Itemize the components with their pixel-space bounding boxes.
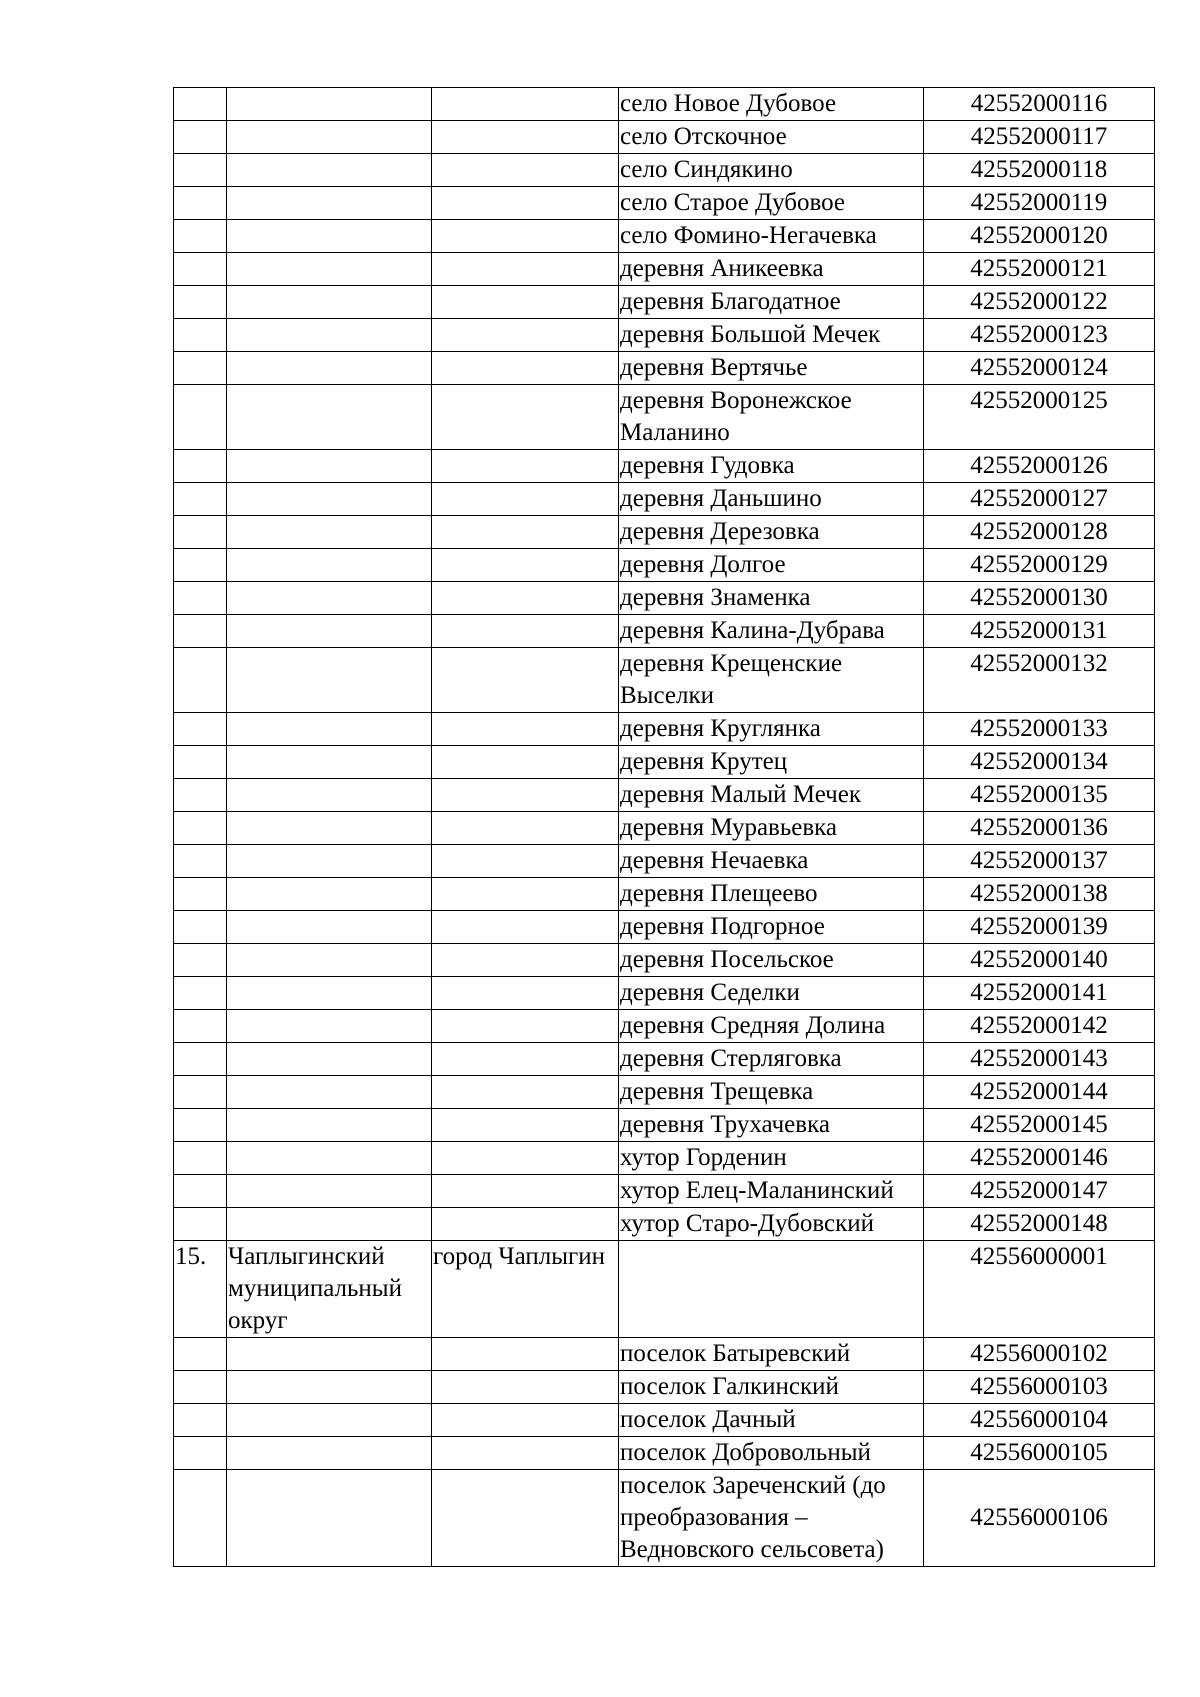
code-cell: 42552000145 (924, 1109, 1155, 1142)
table-row (174, 319, 1155, 352)
row-number-cell (174, 1470, 227, 1567)
center-cell (432, 713, 619, 746)
row-number-cell (174, 1076, 227, 1109)
code-cell: 42552000135 (924, 779, 1155, 812)
row-number-cell (174, 1338, 227, 1371)
center-cell (432, 911, 619, 944)
center-cell (432, 1076, 619, 1109)
table-row (174, 812, 1155, 845)
center-cell (432, 88, 619, 121)
code-cell: 42552000130 (924, 582, 1155, 615)
code-cell: 42552000132 (924, 648, 1155, 713)
district-cell (227, 582, 432, 615)
center-cell (432, 483, 619, 516)
district-cell (227, 483, 432, 516)
settlement-cell: деревня Посельское (619, 944, 924, 977)
row-number-cell (174, 1109, 227, 1142)
center-cell (432, 1371, 619, 1404)
table-row (174, 121, 1155, 154)
district-cell (227, 1371, 432, 1404)
table-row (174, 878, 1155, 911)
table-row (174, 779, 1155, 812)
table-row (174, 1142, 1155, 1175)
row-number-cell (174, 1371, 227, 1404)
center-cell (432, 1338, 619, 1371)
center-cell (432, 615, 619, 648)
code-cell: 42552000140 (924, 944, 1155, 977)
row-number-cell (174, 385, 227, 450)
district-cell (227, 88, 432, 121)
code-cell: 42552000134 (924, 746, 1155, 779)
settlement-cell: деревня Трещевка (619, 1076, 924, 1109)
table-row (174, 1404, 1155, 1437)
district-cell (227, 1043, 432, 1076)
center-cell (432, 1109, 619, 1142)
table-row (174, 220, 1155, 253)
center-cell (432, 187, 619, 220)
code-cell: 42552000124 (924, 352, 1155, 385)
row-number-cell (174, 187, 227, 220)
table-row (174, 1010, 1155, 1043)
row-number-cell (174, 121, 227, 154)
center-cell (432, 1208, 619, 1241)
settlement-cell: село Синдякино (619, 154, 924, 187)
center-cell (432, 582, 619, 615)
center-cell (432, 549, 619, 582)
district-cell (227, 450, 432, 483)
row-number-cell (174, 1142, 227, 1175)
table-row (174, 88, 1155, 121)
settlement-cell: деревня Малый Мечек (619, 779, 924, 812)
settlements-table (173, 87, 1155, 1567)
district-cell (227, 779, 432, 812)
code-cell: 42552000118 (924, 154, 1155, 187)
table-row (174, 286, 1155, 319)
table-row (174, 1338, 1155, 1371)
code-cell: 42556000102 (924, 1338, 1155, 1371)
district-cell (227, 121, 432, 154)
settlement-cell: деревня Седелки (619, 977, 924, 1010)
row-number-cell (174, 1175, 227, 1208)
district-cell (227, 878, 432, 911)
center-cell (432, 1470, 619, 1567)
row-number-cell (174, 878, 227, 911)
settlement-cell: поселок Зареченский (до преобразования – Ведновского сельсовета) (619, 1470, 924, 1567)
settlement-cell: деревня Крещенские Выселки (619, 648, 924, 713)
district-cell (227, 286, 432, 319)
center-cell (432, 1043, 619, 1076)
center-cell (432, 1142, 619, 1175)
row-number-cell (174, 319, 227, 352)
row-number-cell (174, 88, 227, 121)
row-number-cell (174, 154, 227, 187)
row-number-cell (174, 1010, 227, 1043)
center-cell (432, 878, 619, 911)
settlement-cell: деревня Аникеевка (619, 253, 924, 286)
district-cell (227, 1470, 432, 1567)
district-cell (227, 845, 432, 878)
district-cell (227, 154, 432, 187)
district-cell (227, 713, 432, 746)
table-row (174, 944, 1155, 977)
row-number-cell (174, 911, 227, 944)
code-cell: 42552000128 (924, 516, 1155, 549)
district-cell (227, 1208, 432, 1241)
district-cell (227, 615, 432, 648)
row-number-cell (174, 1404, 227, 1437)
settlement-cell: деревня Воронежское Маланино (619, 385, 924, 450)
row-number-cell (174, 352, 227, 385)
district-cell (227, 385, 432, 450)
code-cell: 42552000148 (924, 1208, 1155, 1241)
code-cell: 42552000119 (924, 187, 1155, 220)
center-cell (432, 1404, 619, 1437)
table-row (174, 977, 1155, 1010)
table-row (174, 1437, 1155, 1470)
district-cell (227, 319, 432, 352)
center-cell (432, 450, 619, 483)
row-number-cell: 15. (174, 1241, 227, 1338)
district-cell (227, 1109, 432, 1142)
settlement-cell: хутор Горденин (619, 1142, 924, 1175)
row-number-cell (174, 812, 227, 845)
settlement-cell: деревня Даньшино (619, 483, 924, 516)
settlement-cell: деревня Нечаевка (619, 845, 924, 878)
settlement-cell: село Старое Дубовое (619, 187, 924, 220)
district-cell (227, 746, 432, 779)
table-row (174, 450, 1155, 483)
code-cell: 42552000117 (924, 121, 1155, 154)
settlement-cell: село Фомино-Негачевка (619, 220, 924, 253)
row-number-cell (174, 779, 227, 812)
district-cell (227, 977, 432, 1010)
settlement-cell: деревня Вертячье (619, 352, 924, 385)
table-row (174, 713, 1155, 746)
table-row (174, 845, 1155, 878)
center-cell (432, 648, 619, 713)
center-cell (432, 286, 619, 319)
code-cell: 42552000147 (924, 1175, 1155, 1208)
center-cell (432, 220, 619, 253)
row-number-cell (174, 746, 227, 779)
row-number-cell (174, 1043, 227, 1076)
row-number-cell (174, 253, 227, 286)
table-row (174, 1109, 1155, 1142)
settlement-cell: деревня Муравьевка (619, 812, 924, 845)
code-cell: 42552000125 (924, 385, 1155, 450)
settlement-cell: деревня Круглянка (619, 713, 924, 746)
code-cell: 42552000129 (924, 549, 1155, 582)
district-cell (227, 352, 432, 385)
settlement-cell: деревня Плещеево (619, 878, 924, 911)
settlement-cell: поселок Галкинский (619, 1371, 924, 1404)
center-cell (432, 352, 619, 385)
district-cell (227, 1010, 432, 1043)
code-cell: 42552000127 (924, 483, 1155, 516)
center-cell (432, 746, 619, 779)
code-cell: 42552000137 (924, 845, 1155, 878)
row-number-cell (174, 516, 227, 549)
district-cell (227, 911, 432, 944)
district-cell (227, 1404, 432, 1437)
code-cell: 42556000106 (924, 1470, 1155, 1567)
center-cell (432, 385, 619, 450)
table-row (174, 648, 1155, 713)
code-cell: 42552000122 (924, 286, 1155, 319)
code-cell: 42552000133 (924, 713, 1155, 746)
district-cell (227, 944, 432, 977)
settlement-cell (619, 1241, 924, 1338)
row-number-cell (174, 845, 227, 878)
settlement-cell: деревня Большой Мечек (619, 319, 924, 352)
district-cell (227, 812, 432, 845)
settlement-cell: поселок Добровольный (619, 1437, 924, 1470)
center-cell (432, 812, 619, 845)
row-number-cell (174, 944, 227, 977)
code-cell: 42556000105 (924, 1437, 1155, 1470)
table-row (174, 1043, 1155, 1076)
table-row (174, 516, 1155, 549)
settlement-cell: село Новое Дубовое (619, 88, 924, 121)
center-cell (432, 1437, 619, 1470)
settlement-cell: деревня Трухачевка (619, 1109, 924, 1142)
settlement-cell: деревня Стерляговка (619, 1043, 924, 1076)
row-number-cell (174, 1208, 227, 1241)
center-cell: город Чаплыгин (432, 1241, 619, 1338)
settlement-cell: хутор Елец-Маланинский (619, 1175, 924, 1208)
code-cell: 42556000001 (924, 1241, 1155, 1338)
center-cell (432, 944, 619, 977)
table-body (174, 88, 1155, 1567)
table-row (174, 615, 1155, 648)
code-cell: 42556000103 (924, 1371, 1155, 1404)
code-cell: 42552000123 (924, 319, 1155, 352)
code-cell: 42552000131 (924, 615, 1155, 648)
table-row (174, 385, 1155, 450)
center-cell (432, 121, 619, 154)
settlement-cell: деревня Дерезовка (619, 516, 924, 549)
center-cell (432, 1010, 619, 1043)
table-row (174, 746, 1155, 779)
settlement-cell: поселок Дачный (619, 1404, 924, 1437)
settlement-cell: деревня Долгое (619, 549, 924, 582)
table-row (174, 352, 1155, 385)
code-cell: 42552000139 (924, 911, 1155, 944)
table-row (174, 911, 1155, 944)
table-row (174, 1208, 1155, 1241)
table-row (174, 549, 1155, 582)
settlement-cell: деревня Калина-Дубрава (619, 615, 924, 648)
code-cell: 42552000146 (924, 1142, 1155, 1175)
settlement-cell: село Отскочное (619, 121, 924, 154)
code-cell: 42552000138 (924, 878, 1155, 911)
settlement-cell: деревня Гудовка (619, 450, 924, 483)
code-cell: 42552000143 (924, 1043, 1155, 1076)
table-row (174, 154, 1155, 187)
district-cell (227, 1338, 432, 1371)
row-number-cell (174, 713, 227, 746)
center-cell (432, 1175, 619, 1208)
code-cell: 42552000136 (924, 812, 1155, 845)
code-cell: 42552000121 (924, 253, 1155, 286)
code-cell: 42552000116 (924, 88, 1155, 121)
table-row (174, 1371, 1155, 1404)
district-cell (227, 220, 432, 253)
table-row (174, 187, 1155, 220)
row-number-cell (174, 450, 227, 483)
table-row (174, 1175, 1155, 1208)
district-cell (227, 253, 432, 286)
code-cell: 42552000144 (924, 1076, 1155, 1109)
row-number-cell (174, 648, 227, 713)
row-number-cell (174, 977, 227, 1010)
settlement-cell: хутор Старо-Дубовский (619, 1208, 924, 1241)
center-cell (432, 977, 619, 1010)
row-number-cell (174, 483, 227, 516)
settlement-cell: деревня Средняя Долина (619, 1010, 924, 1043)
center-cell (432, 845, 619, 878)
district-cell (227, 516, 432, 549)
table-row (174, 253, 1155, 286)
code-cell: 42552000141 (924, 977, 1155, 1010)
row-number-cell (174, 582, 227, 615)
code-cell: 42552000126 (924, 450, 1155, 483)
center-cell (432, 253, 619, 286)
district-cell (227, 1142, 432, 1175)
table-row (174, 483, 1155, 516)
settlement-cell: деревня Крутец (619, 746, 924, 779)
row-number-cell (174, 220, 227, 253)
district-cell (227, 648, 432, 713)
district-cell (227, 1437, 432, 1470)
center-cell (432, 154, 619, 187)
row-number-cell (174, 286, 227, 319)
district-cell (227, 1076, 432, 1109)
table-row (174, 1470, 1155, 1567)
table-row (174, 582, 1155, 615)
row-number-cell (174, 1437, 227, 1470)
center-cell (432, 779, 619, 812)
settlement-cell: поселок Батыревский (619, 1338, 924, 1371)
district-cell (227, 549, 432, 582)
settlement-cell: деревня Благодатное (619, 286, 924, 319)
code-cell: 42552000120 (924, 220, 1155, 253)
table-row (174, 1076, 1155, 1109)
row-number-cell (174, 615, 227, 648)
district-cell (227, 1175, 432, 1208)
district-cell (227, 187, 432, 220)
center-cell (432, 319, 619, 352)
center-cell (432, 516, 619, 549)
row-number-cell (174, 549, 227, 582)
code-cell: 42556000104 (924, 1404, 1155, 1437)
district-cell: Чаплыгинский муниципальный округ (227, 1241, 432, 1338)
code-cell: 42552000142 (924, 1010, 1155, 1043)
settlement-cell: деревня Знаменка (619, 582, 924, 615)
settlement-cell: деревня Подгорное (619, 911, 924, 944)
table-row (174, 1241, 1155, 1338)
